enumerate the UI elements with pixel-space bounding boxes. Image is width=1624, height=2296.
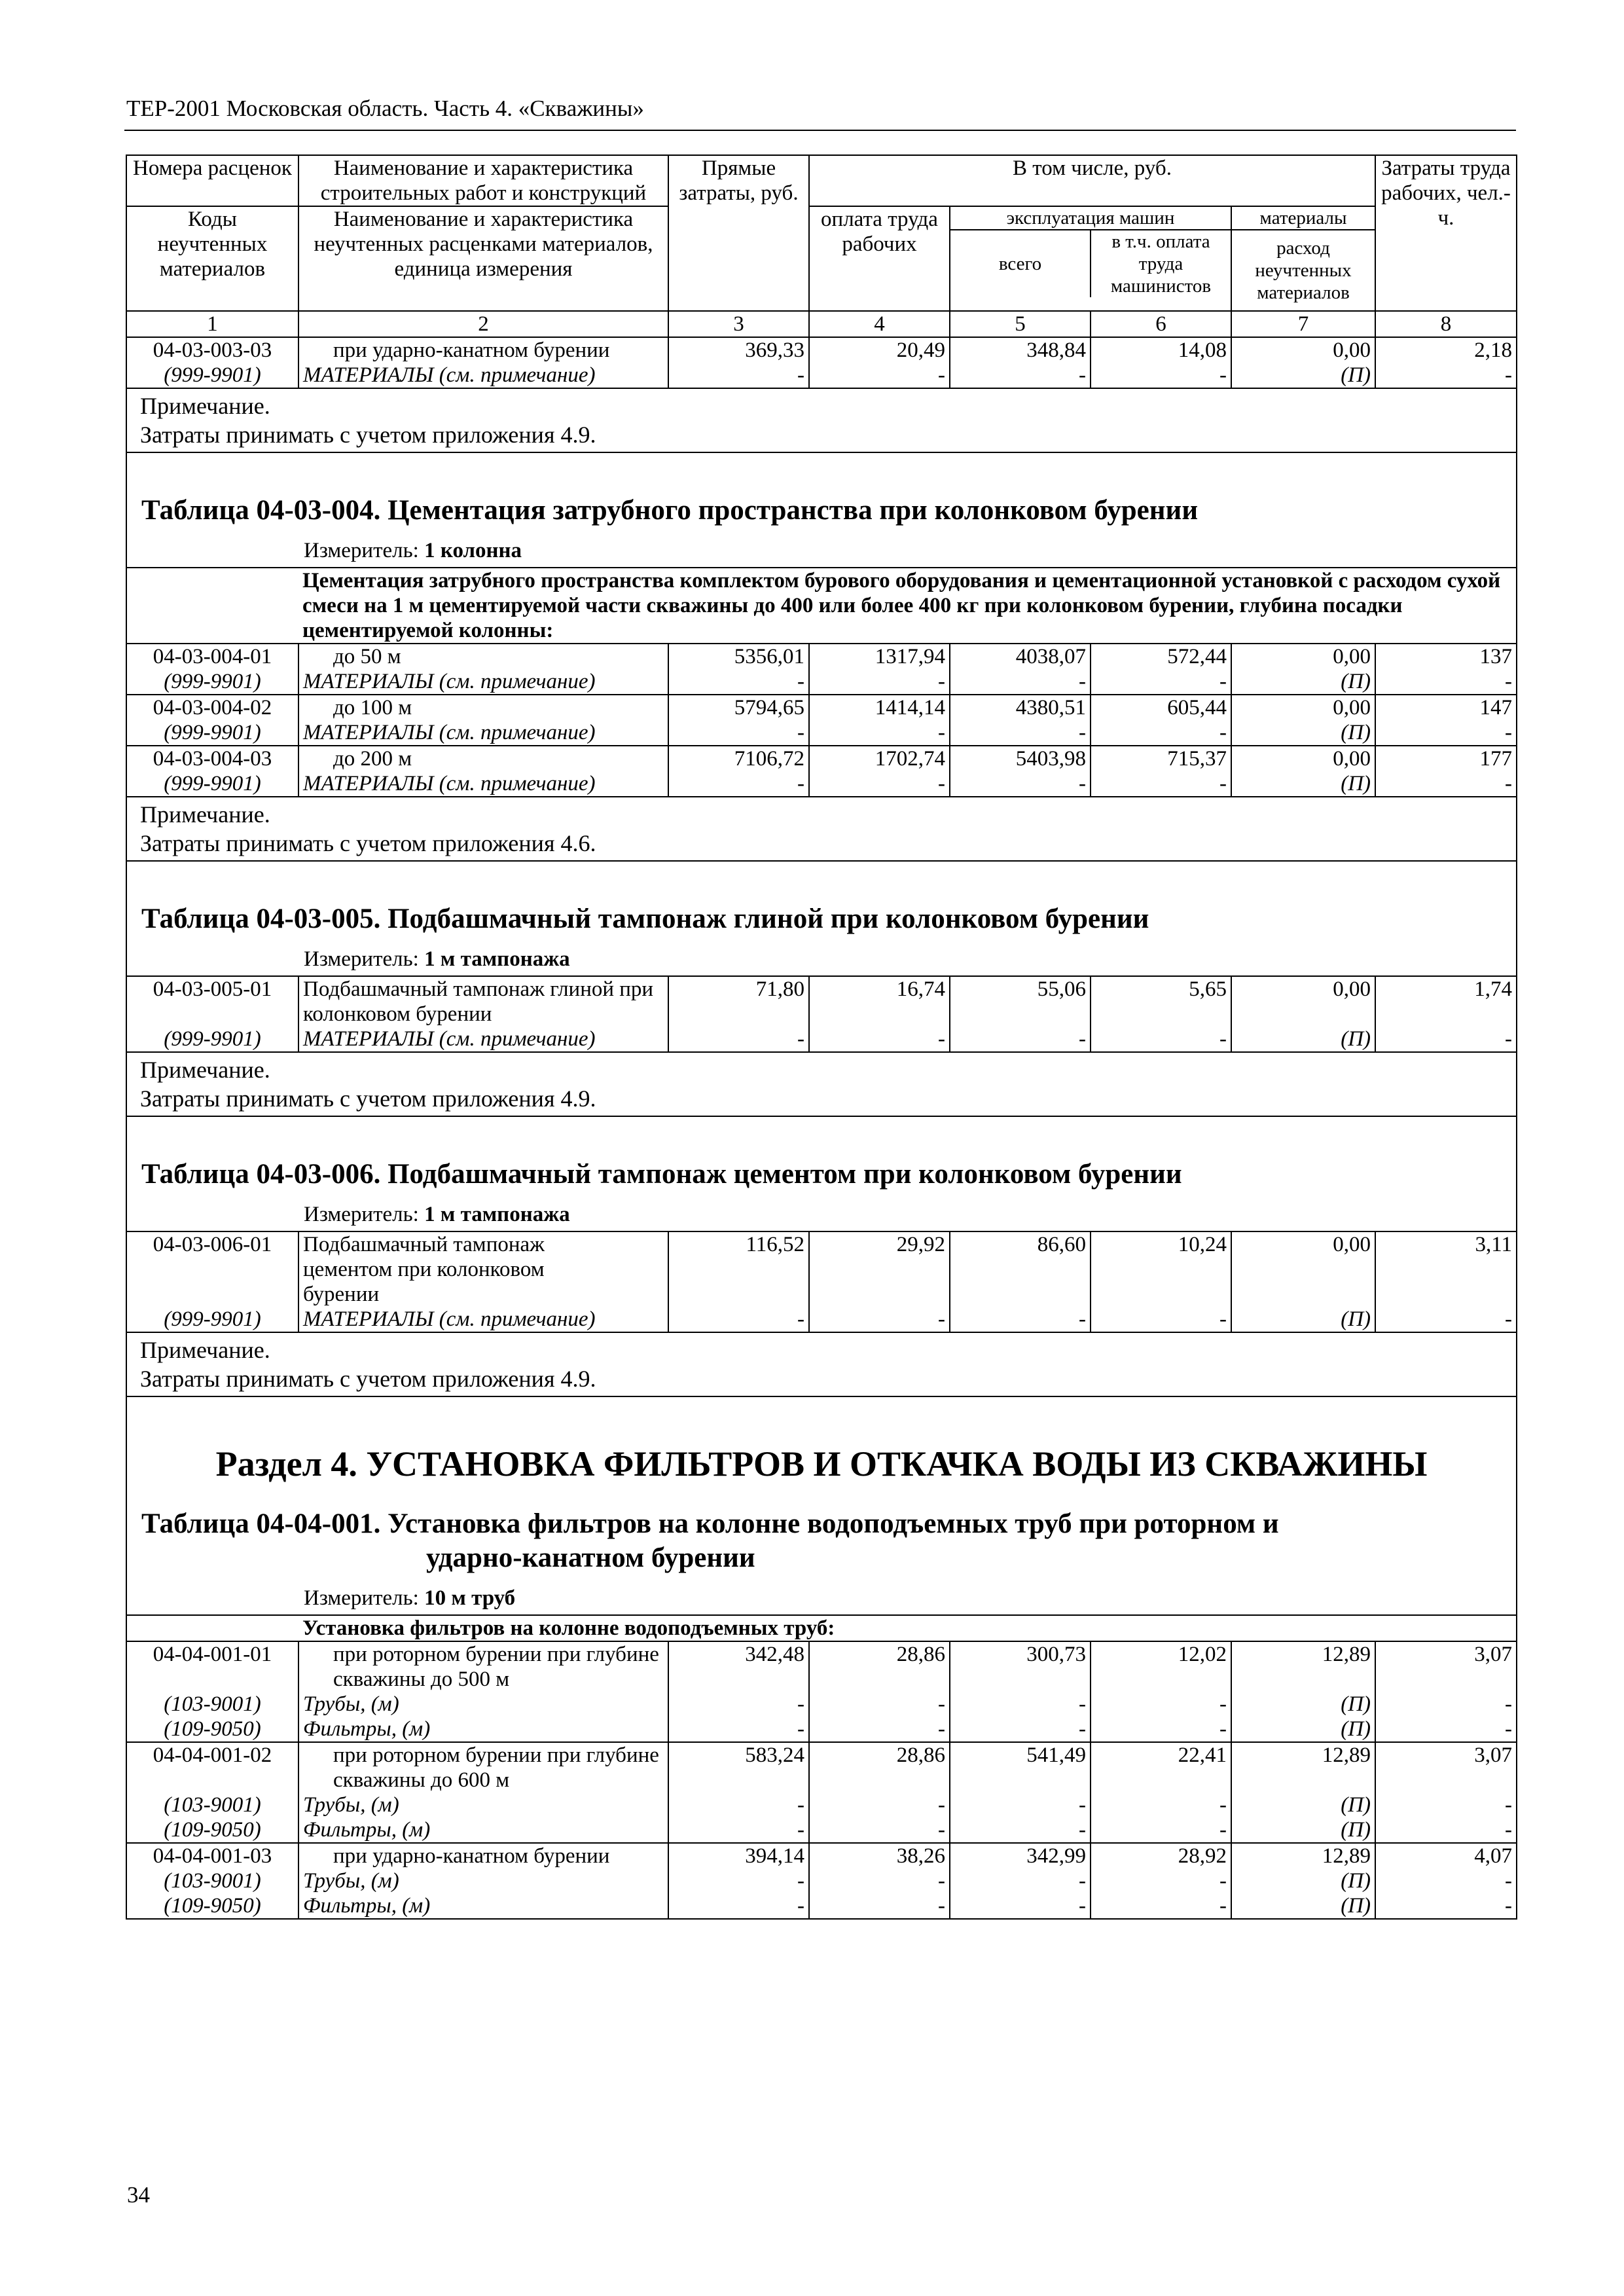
rate-code: 04-03-004-03 bbox=[126, 746, 298, 771]
material-name: Трубы, (м) bbox=[298, 1793, 668, 1817]
machinist-pay: - bbox=[1091, 720, 1231, 746]
table-row bbox=[126, 746, 1517, 771]
direct-costs: 342,48 bbox=[668, 1641, 809, 1692]
table-description: Цементация затрубного пространства комплектом бурового оборудования и цементационной установкой с расходом сухой смеси на 1 м цементируемой части скважины до 400 или более 400 кг при колонковом бурении, глубина посадки цементируемой колонны: bbox=[298, 568, 1517, 644]
direct-costs: 394,14 bbox=[668, 1843, 809, 1868]
direct-costs: - bbox=[668, 1307, 809, 1332]
machinist-pay: - bbox=[1091, 1893, 1231, 1919]
rate-name: до 50 м bbox=[298, 644, 668, 669]
table-row bbox=[126, 669, 1517, 695]
direct-costs: - bbox=[668, 1893, 809, 1919]
incl-header: В том числе, руб. bbox=[809, 155, 1375, 206]
rate-name: до 200 м bbox=[298, 746, 668, 771]
material-code: (109-9050) bbox=[126, 1893, 298, 1919]
labor-cost: 1,74 bbox=[1375, 976, 1517, 1027]
labor-cost: - bbox=[1375, 1893, 1517, 1919]
materials: (П) bbox=[1231, 1793, 1375, 1817]
labor-pay: - bbox=[809, 1868, 950, 1893]
labor-pay: - bbox=[809, 1027, 950, 1052]
measure-value: 1 м тампонажа bbox=[424, 1203, 570, 1226]
table-row bbox=[126, 1742, 1517, 1793]
material-code: (999-9901) bbox=[126, 771, 298, 797]
labor-cost: - bbox=[1375, 1717, 1517, 1742]
rate-code: 04-03-005-01 bbox=[126, 976, 298, 1027]
section-title: Раздел 4. УСТАНОВКА ФИЛЬТРОВ И ОТКАЧКА ВОДЫ ИЗ СКВАЖИНЫ bbox=[126, 1396, 1517, 1503]
table-row bbox=[126, 1307, 1517, 1332]
labor-pay: - bbox=[809, 1692, 950, 1717]
rate-code: 04-03-003-03 bbox=[126, 337, 298, 363]
desc-empty-cell bbox=[126, 568, 298, 644]
material-code: (109-9050) bbox=[126, 1817, 298, 1843]
machines-total: 55,06 bbox=[950, 976, 1091, 1027]
direct-costs: - bbox=[668, 363, 809, 388]
materials: (П) bbox=[1231, 1868, 1375, 1893]
table-row bbox=[126, 720, 1517, 746]
table-description: Установка фильтров на колонне водоподъемных труб: bbox=[298, 1615, 1517, 1641]
material-name: МАТЕРИАЛЫ (см. примечание) bbox=[298, 669, 668, 695]
machines-subheader bbox=[950, 207, 1231, 297]
labor-cost: - bbox=[1375, 1817, 1517, 1843]
labor-cost: - bbox=[1375, 1692, 1517, 1717]
measure-value: 1 м тампонажа bbox=[424, 947, 570, 971]
machinist-pay: - bbox=[1091, 1793, 1231, 1817]
machinist-pay: - bbox=[1091, 1027, 1231, 1052]
direct-costs: - bbox=[668, 1692, 809, 1717]
labor-pay: - bbox=[809, 771, 950, 797]
rate-code: 04-04-001-01 bbox=[126, 1641, 298, 1692]
machines-total: - bbox=[950, 1868, 1091, 1893]
machines-total: - bbox=[950, 1793, 1091, 1817]
machines-total: 300,73 bbox=[950, 1641, 1091, 1692]
col1-bottom-header: Коды неучтенных материалов bbox=[126, 206, 298, 311]
table-row bbox=[126, 644, 1517, 669]
direct-costs: 71,80 bbox=[668, 976, 809, 1027]
materials-subheader bbox=[1232, 207, 1375, 310]
labor-cost: 3,11 bbox=[1375, 1231, 1517, 1307]
direct-costs: - bbox=[668, 720, 809, 746]
note-label: Примечание. bbox=[126, 388, 1517, 420]
machinist-pay: 572,44 bbox=[1091, 644, 1231, 669]
table-row bbox=[126, 1893, 1517, 1919]
table-row bbox=[126, 1817, 1517, 1843]
rate-code: 04-03-006-01 bbox=[126, 1231, 298, 1307]
unaccounted-header: расход неучтенных материалов bbox=[1255, 238, 1352, 303]
machines-total-header: всего bbox=[950, 230, 1091, 297]
labor-cost: - bbox=[1375, 1793, 1517, 1817]
labor-pay: - bbox=[809, 720, 950, 746]
rate-code: 04-04-001-03 bbox=[126, 1843, 298, 1868]
materials: (П) bbox=[1231, 1893, 1375, 1919]
labor-cost: - bbox=[1375, 771, 1517, 797]
labor-pay: 28,86 bbox=[809, 1742, 950, 1793]
col2-bottom-header: Наименование и характеристика неучтенных расценками материалов, единица измерения bbox=[298, 206, 668, 311]
labor-pay: - bbox=[809, 363, 950, 388]
material-name: Трубы, (м) bbox=[298, 1868, 668, 1893]
labor-cost: - bbox=[1375, 1868, 1517, 1893]
machines-total: - bbox=[950, 669, 1091, 695]
labor-cost: - bbox=[1375, 720, 1517, 746]
materials: (П) bbox=[1231, 363, 1375, 388]
labor-cost: - bbox=[1375, 1307, 1517, 1332]
machines-total: - bbox=[950, 771, 1091, 797]
rate-name-text: при роторном бурении при глубине скважины до 500 м bbox=[333, 1643, 659, 1691]
col-number: 8 bbox=[1375, 311, 1517, 337]
rates-table bbox=[126, 155, 1517, 1920]
labor-pay: 1317,94 bbox=[809, 644, 950, 669]
direct-costs: - bbox=[668, 1717, 809, 1742]
header-rule bbox=[124, 130, 1516, 131]
note-label: Примечание. bbox=[126, 1332, 1517, 1364]
labor-cost: 177 bbox=[1375, 746, 1517, 771]
labor-cost: 137 bbox=[1375, 644, 1517, 669]
material-code: (109-9050) bbox=[126, 1717, 298, 1742]
labor-cost: 3,07 bbox=[1375, 1641, 1517, 1692]
direct-costs: - bbox=[668, 1817, 809, 1843]
rate-code: 04-03-004-01 bbox=[126, 644, 298, 669]
machines-total: - bbox=[950, 1717, 1091, 1742]
table-title-line2: ударно-канатном бурении bbox=[426, 1542, 755, 1573]
note-text: Затраты принимать с учетом приложения 4.9. bbox=[126, 420, 1517, 452]
materials: (П) bbox=[1231, 771, 1375, 797]
materials: (П) bbox=[1231, 1692, 1375, 1717]
material-name: Трубы, (м) bbox=[298, 1692, 668, 1717]
rate-code: 04-04-001-02 bbox=[126, 1742, 298, 1793]
measure-label: Измеритель: bbox=[304, 1203, 425, 1226]
machines-total: 86,60 bbox=[950, 1231, 1091, 1307]
rate-name: Подбашмачный тампонаж глиной при колонковом бурении bbox=[298, 976, 668, 1027]
labor-cost: - bbox=[1375, 1027, 1517, 1052]
col-number: 4 bbox=[809, 311, 950, 337]
table-title-line1: Таблица 04-04-001. Установка фильтров на колонне водоподъемных труб при роторном и bbox=[141, 1508, 1279, 1539]
page-header: ТЕР-2001 Московская область. Часть 4. «Скважины» bbox=[126, 96, 644, 121]
table-row bbox=[126, 1717, 1517, 1742]
materials: 0,00 bbox=[1231, 695, 1375, 720]
material-code: (103-9001) bbox=[126, 1692, 298, 1717]
machines-total: 541,49 bbox=[950, 1742, 1091, 1793]
direct-costs: 5794,65 bbox=[668, 695, 809, 720]
machinist-pay: - bbox=[1091, 669, 1231, 695]
note-text: Затраты принимать с учетом приложения 4.9. bbox=[126, 1364, 1517, 1396]
machinist-pay: - bbox=[1091, 1692, 1231, 1717]
machinist-pay: - bbox=[1091, 1817, 1231, 1843]
machines-total: 4380,51 bbox=[950, 695, 1091, 720]
table-row bbox=[126, 1231, 1517, 1307]
direct-costs: 583,24 bbox=[668, 1742, 809, 1793]
material-name: МАТЕРИАЛЫ (см. примечание) bbox=[298, 771, 668, 797]
table-row bbox=[126, 1868, 1517, 1893]
materials: 12,89 bbox=[1231, 1641, 1375, 1692]
labor-cost: 147 bbox=[1375, 695, 1517, 720]
rate-name bbox=[298, 1742, 668, 1793]
page-number: 34 bbox=[127, 2182, 150, 2208]
machines-total: - bbox=[950, 1692, 1091, 1717]
table-title: Таблица 04-03-006. Подбашмачный тампонаж цементом при колонковом бурении bbox=[126, 1116, 1517, 1202]
labor-cost: 2,18 bbox=[1375, 337, 1517, 363]
labor-pay: - bbox=[809, 1307, 950, 1332]
rate-name: Подбашмачный тампонаж цементом при колонковом бурении bbox=[298, 1231, 668, 1307]
machines-total: 348,84 bbox=[950, 337, 1091, 363]
machinist-pay: - bbox=[1091, 363, 1231, 388]
table-row bbox=[126, 1793, 1517, 1817]
direct-costs: 5356,01 bbox=[668, 644, 809, 669]
table-row bbox=[126, 337, 1517, 363]
material-code: (999-9901) bbox=[126, 1027, 298, 1052]
machines-total: 342,99 bbox=[950, 1843, 1091, 1868]
direct-costs: 7106,72 bbox=[668, 746, 809, 771]
table-title bbox=[126, 1503, 1517, 1586]
col-number: 5 bbox=[950, 311, 1091, 337]
machinist-pay: 605,44 bbox=[1091, 695, 1231, 720]
machines-total: - bbox=[950, 1817, 1091, 1843]
labor-pay: 1702,74 bbox=[809, 746, 950, 771]
materials: (П) bbox=[1231, 1307, 1375, 1332]
labor-pay: 20,49 bbox=[809, 337, 950, 363]
materials: 0,00 bbox=[1231, 746, 1375, 771]
table-row bbox=[126, 976, 1517, 1027]
direct-costs: - bbox=[668, 1793, 809, 1817]
measure-unit bbox=[126, 1586, 1517, 1615]
table-title: Таблица 04-03-005. Подбашмачный тампонаж глиной при колонковом бурении bbox=[126, 861, 1517, 947]
materials: 0,00 bbox=[1231, 644, 1375, 669]
table-row bbox=[126, 1641, 1517, 1692]
labor-pay: - bbox=[809, 1717, 950, 1742]
col2-top-header: Наименование и характеристика строительных работ и конструкций bbox=[298, 155, 668, 206]
materials: (П) bbox=[1231, 669, 1375, 695]
desc-empty-cell bbox=[126, 1615, 298, 1641]
machinist-pay: 715,37 bbox=[1091, 746, 1231, 771]
materials: (П) bbox=[1231, 720, 1375, 746]
col-number: 2 bbox=[298, 311, 668, 337]
measure-unit bbox=[126, 538, 1517, 568]
machinist-pay: 12,02 bbox=[1091, 1641, 1231, 1692]
machines-total: - bbox=[950, 1307, 1091, 1332]
material-name: Фильтры, (м) bbox=[298, 1817, 668, 1843]
direct-costs: 369,33 bbox=[668, 337, 809, 363]
materials: (П) bbox=[1231, 1027, 1375, 1052]
materials: 12,89 bbox=[1231, 1843, 1375, 1868]
measure-value: 10 м труб bbox=[424, 1586, 516, 1610]
direct-costs: 116,52 bbox=[668, 1231, 809, 1307]
materials-header: материалы bbox=[1232, 207, 1375, 230]
measure-label: Измеритель: bbox=[304, 1586, 425, 1610]
measure-label: Измеритель: bbox=[304, 539, 425, 562]
materials: 0,00 bbox=[1231, 337, 1375, 363]
materials: 12,89 bbox=[1231, 1742, 1375, 1793]
rates-table-frame bbox=[126, 155, 1516, 1920]
labor-pay: 38,26 bbox=[809, 1843, 950, 1868]
labor-cost: 3,07 bbox=[1375, 1742, 1517, 1793]
machinist-pay: - bbox=[1091, 1868, 1231, 1893]
table-row bbox=[126, 1692, 1517, 1717]
col-number: 6 bbox=[1091, 311, 1231, 337]
material-code: (999-9901) bbox=[126, 720, 298, 746]
material-name: Фильтры, (м) bbox=[298, 1893, 668, 1919]
machinist-pay: 10,24 bbox=[1091, 1231, 1231, 1307]
material-name: МАТЕРИАЛЫ (см. примечание) bbox=[298, 720, 668, 746]
material-code: (103-9001) bbox=[126, 1868, 298, 1893]
rate-name-text: при роторном бурении при глубине скважины до 600 м bbox=[333, 1743, 659, 1792]
machines-total: 4038,07 bbox=[950, 644, 1091, 669]
material-name: МАТЕРИАЛЫ (см. примечание) bbox=[298, 1027, 668, 1052]
note-label: Примечание. bbox=[126, 797, 1517, 829]
col-number: 3 bbox=[668, 311, 809, 337]
direct-costs-header: Прямые затраты, руб. bbox=[668, 155, 809, 311]
table-row bbox=[126, 1843, 1517, 1868]
note-text: Затраты принимать с учетом приложения 4.6. bbox=[126, 829, 1517, 861]
measure-unit bbox=[126, 947, 1517, 976]
machinist-pay: - bbox=[1091, 1307, 1231, 1332]
note-label: Примечание. bbox=[126, 1052, 1517, 1084]
machines-total: - bbox=[950, 720, 1091, 746]
table-row bbox=[126, 363, 1517, 388]
machines-header: эксплуатация машин bbox=[950, 207, 1231, 230]
material-code: (103-9001) bbox=[126, 1793, 298, 1817]
rate-name: при ударно-канатном бурении bbox=[298, 337, 668, 363]
material-code: (999-9901) bbox=[126, 1307, 298, 1332]
labor-cost: - bbox=[1375, 669, 1517, 695]
col1-top-header: Номера расценок bbox=[126, 155, 298, 206]
labor-pay: 28,86 bbox=[809, 1641, 950, 1692]
material-name: Фильтры, (м) bbox=[298, 1717, 668, 1742]
col-number: 7 bbox=[1231, 311, 1375, 337]
machinist-pay: 14,08 bbox=[1091, 337, 1231, 363]
labor-pay: 16,74 bbox=[809, 976, 950, 1027]
labor-pay: - bbox=[809, 1817, 950, 1843]
labor-cost-header: Затраты труда рабочих, чел.-ч. bbox=[1375, 155, 1517, 311]
labor-pay: - bbox=[809, 1793, 950, 1817]
machines-total: - bbox=[950, 1893, 1091, 1919]
machinist-pay: - bbox=[1091, 771, 1231, 797]
direct-costs: - bbox=[668, 1027, 809, 1052]
measure-label: Измеритель: bbox=[304, 947, 425, 971]
rate-name: при ударно-канатном бурении bbox=[298, 1843, 668, 1868]
measure-unit bbox=[126, 1202, 1517, 1231]
rate-name: до 100 м bbox=[298, 695, 668, 720]
material-code: (999-9901) bbox=[126, 669, 298, 695]
labor-cost: 4,07 bbox=[1375, 1843, 1517, 1868]
machines-total: 5403,98 bbox=[950, 746, 1091, 771]
direct-costs: - bbox=[668, 1868, 809, 1893]
table-row bbox=[126, 771, 1517, 797]
note-text: Затраты принимать с учетом приложения 4.9. bbox=[126, 1084, 1517, 1116]
materials: (П) bbox=[1231, 1717, 1375, 1742]
labor-pay: - bbox=[809, 1893, 950, 1919]
materials: 0,00 bbox=[1231, 976, 1375, 1027]
col-number: 1 bbox=[126, 311, 298, 337]
machinist-pay: 5,65 bbox=[1091, 976, 1231, 1027]
rate-name bbox=[298, 1641, 668, 1692]
labor-pay: - bbox=[809, 669, 950, 695]
material-name: МАТЕРИАЛЫ (см. примечание) bbox=[298, 363, 668, 388]
materials: (П) bbox=[1231, 1817, 1375, 1843]
measure-value: 1 колонна bbox=[424, 539, 522, 562]
machines-total: - bbox=[950, 1027, 1091, 1052]
labor-pay: 1414,14 bbox=[809, 695, 950, 720]
machinist-pay: - bbox=[1091, 1717, 1231, 1742]
machines-total: - bbox=[950, 363, 1091, 388]
direct-costs: - bbox=[668, 771, 809, 797]
machinist-pay: 28,92 bbox=[1091, 1843, 1231, 1868]
table-row bbox=[126, 1027, 1517, 1052]
material-name: МАТЕРИАЛЫ (см. примечание) bbox=[298, 1307, 668, 1332]
machinist-pay-header: в т.ч. оплата труда машинистов bbox=[1110, 231, 1212, 297]
labor-cost: - bbox=[1375, 363, 1517, 388]
rate-code: 04-03-004-02 bbox=[126, 695, 298, 720]
labor-pay-header: оплата труда рабочих bbox=[809, 206, 950, 311]
labor-pay: 29,92 bbox=[809, 1231, 950, 1307]
table-row bbox=[126, 695, 1517, 720]
column-numbers-row bbox=[126, 311, 1517, 337]
machinist-pay: 22,41 bbox=[1091, 1742, 1231, 1793]
table-title: Таблица 04-03-004. Цементация затрубного пространства при колонковом бурении bbox=[126, 452, 1517, 538]
material-code: (999-9901) bbox=[126, 363, 298, 388]
materials: 0,00 bbox=[1231, 1231, 1375, 1307]
direct-costs: - bbox=[668, 669, 809, 695]
